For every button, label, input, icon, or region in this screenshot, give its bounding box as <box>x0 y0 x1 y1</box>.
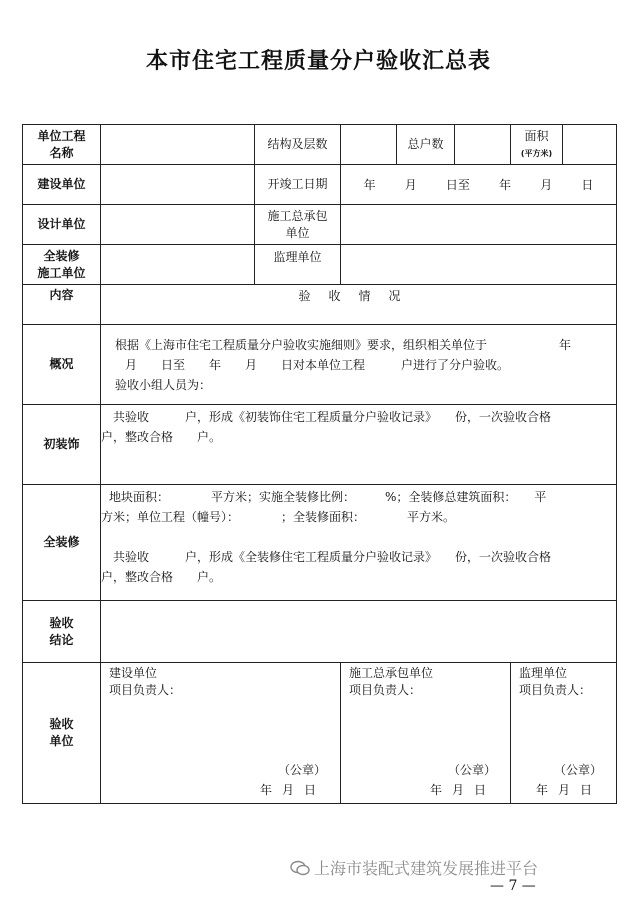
seal-label: （公章） <box>277 763 326 777</box>
area-field[interactable] <box>563 125 617 165</box>
builder-label: 建设单位 <box>23 165 101 205</box>
fitout-contractor-label: 全装修 施工单位 <box>23 245 101 285</box>
conclusion-field[interactable] <box>101 601 617 663</box>
sign-date: 年月日 <box>429 783 496 797</box>
seal-label: （公章） <box>553 763 602 777</box>
designer-label: 设计单位 <box>23 205 101 245</box>
contractor-sign-block[interactable]: 施工总承包单位 项目负责人： （公章） 年月日 <box>341 663 511 804</box>
households-label: 总户数 <box>397 125 455 165</box>
row-overview <box>23 325 617 405</box>
initial-decoration-text[interactable]: 共验收 户，形成《初装饰住宅工程质量分户验收记录》 份，一次验收合格 户，整改合格 户。 <box>101 405 617 485</box>
structure-label: 结构及层数 <box>255 125 341 165</box>
seal-label: （公章） <box>447 763 496 777</box>
row-builder <box>23 165 617 205</box>
structure-field[interactable] <box>341 125 397 165</box>
row-acceptance-units <box>23 663 617 804</box>
watermark <box>290 856 538 879</box>
row-content-heading <box>23 285 617 325</box>
supervisor-sign-block[interactable]: 监理单位 项目负责人： （公章） 年月日 <box>511 663 617 804</box>
fitout-contractor-field[interactable] <box>101 245 255 285</box>
watermark-text: 上海市装配式建筑发展推进平台 <box>314 859 539 878</box>
overview-text[interactable]: 根据《上海市住宅工程质量分户验收实施细则》要求，组织相关单位于 年 月 日至 年 月 日对本单位工程 户进行了分户验收。 验收小组人员为： <box>101 325 617 405</box>
project-name-field[interactable] <box>101 125 255 165</box>
row-full-decoration <box>23 485 617 601</box>
supervisor-field[interactable] <box>341 245 617 285</box>
row-initial-decoration <box>23 405 617 485</box>
acceptance-units-label: 验收 单位 <box>23 663 101 804</box>
builder-sign-block[interactable]: 建设单位 项目负责人： （公章） 年月日 <box>101 663 341 804</box>
row-designer <box>23 205 617 245</box>
sign-date: 年月日 <box>259 783 326 797</box>
full-decoration-label: 全装修 <box>23 485 101 601</box>
page-title: 本市住宅工程质量分户验收汇总表 <box>145 49 491 74</box>
acceptance-summary-table <box>22 124 617 804</box>
contractor-label: 施工总承包 单位 <box>255 205 341 245</box>
overview-label: 概况 <box>23 325 101 405</box>
row-project <box>23 125 617 165</box>
start-end-date-field[interactable]: 年 月 日至 年 月 日 <box>341 165 617 205</box>
full-decoration-text[interactable]: 地块面积： 平方米；实施全装修比例： %；全装修总建筑面积： 平 方米；单位工程（幢号）： ；全装修面积： 平方米。 共验收 户，形成《全装修住宅工程质量分户验收记录》 份，一次验收合格 户，整改合格 户。 <box>101 485 617 601</box>
supervisor-label: 监理单位 <box>255 245 341 285</box>
page-number: — 7 — <box>490 878 536 894</box>
wechat-icon <box>290 860 310 876</box>
content-heading: 验收情况 <box>101 285 617 325</box>
row-fitout <box>23 245 617 285</box>
builder-field[interactable] <box>101 165 255 205</box>
households-field[interactable] <box>455 125 511 165</box>
row-conclusion <box>23 601 617 663</box>
project-name-label: 单位工程 名称 <box>23 125 101 165</box>
initial-decoration-label: 初装饰 <box>23 405 101 485</box>
content-label: 内容 <box>23 285 101 325</box>
area-label: 面积 (平方米) <box>511 125 563 165</box>
contractor-field[interactable] <box>341 205 617 245</box>
designer-field[interactable] <box>101 205 255 245</box>
conclusion-label: 验收 结论 <box>23 601 101 663</box>
start-end-date-label: 开竣工日期 <box>255 165 341 205</box>
sign-date: 年月日 <box>535 783 602 797</box>
